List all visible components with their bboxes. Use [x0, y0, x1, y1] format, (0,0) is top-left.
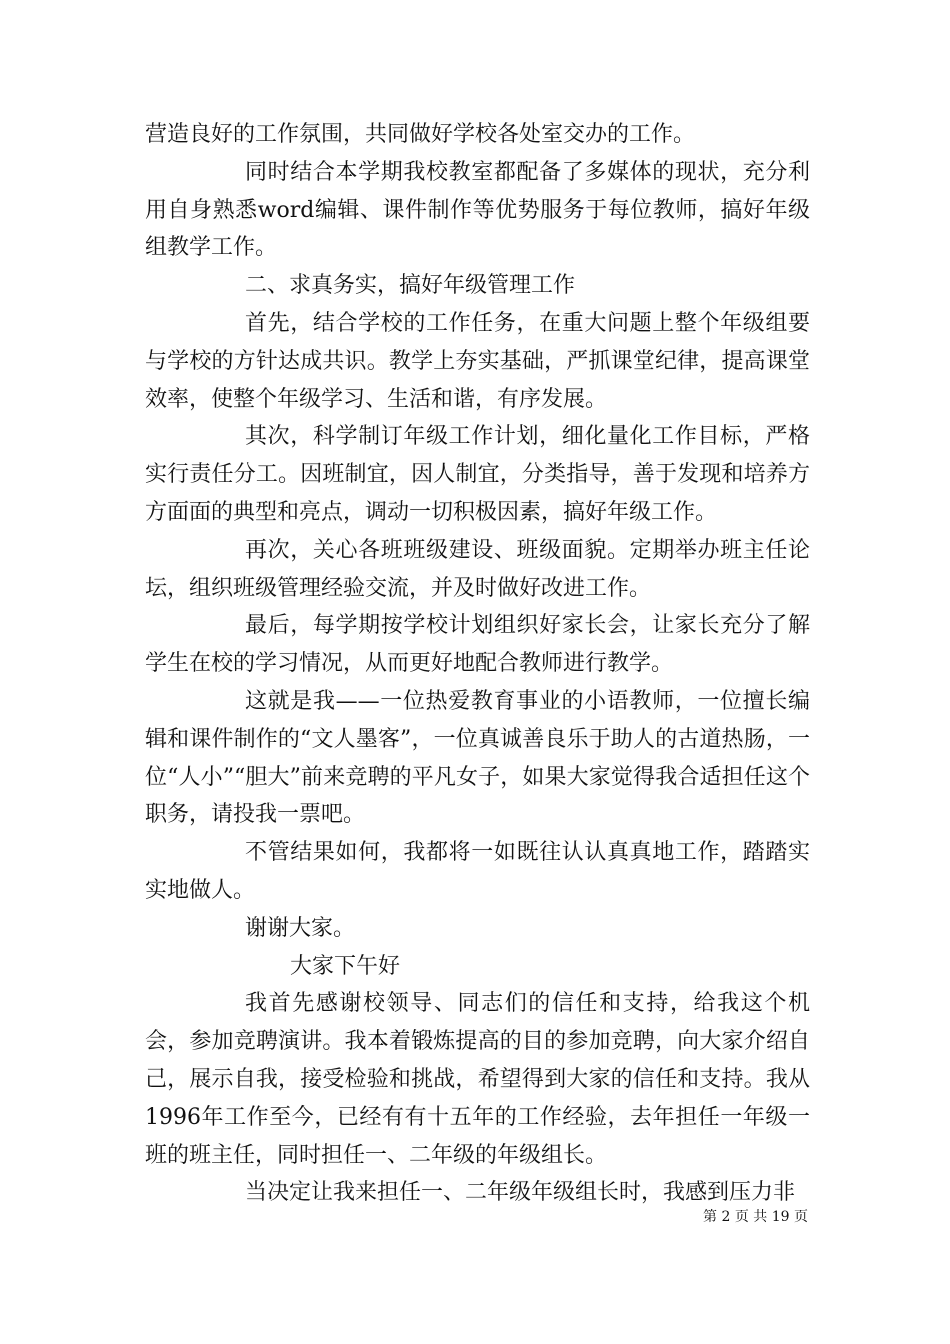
paragraph-first: 首先，结合学校的工作任务，在重大问题上整个年级组要与学校的方针达成共识。教学上夯实基础，严抓课堂纪律，提高课堂效率，使整个年级学习、生活和谐，有序发展。 [145, 310, 810, 412]
document-body [145, 116, 810, 1212]
paragraph-continuation: 营造良好的工作氛围，共同做好学校各处室交办的工作。 [145, 122, 696, 147]
paragraph-pressure: 当决定让我来担任一、二年级年级组长时，我感到压力非 [245, 1180, 796, 1206]
paragraph-commitment: 不管结果如何，我都将一如既往认认真真地工作，踏踏实实地做人。 [145, 840, 810, 903]
paragraph-third: 再次，关心各班班级建设、班级面貌。定期举办班主任论坛，组织班级管理经验交流，并及时做好改进工作。 [145, 537, 810, 601]
paragraph-second: 其次，科学制订年级工作计划，细化量化工作目标，严格实行责任分工。因班制宜，因人制宜，分类指导，善于发现和培养方方面面的典型和亮点，调动一切积极因素，搞好年级工作。 [145, 424, 810, 525]
paragraph-self-intro: 这就是我——一位热爱教育事业的小语教师，一位擅长编辑和课件制作的“文人墨客”，一位真诚善良乐于助人的古道热肠，一位“人小”“胆大”前来竞聘的平凡女子，如果大家觉得我合适担任这个职务，请投我一票吧。 [145, 688, 810, 828]
greeting-heading: 大家下午好 [290, 953, 401, 979]
paragraph-multimedia: 同时结合本学期我校教室都配备了多媒体的现状，充分利用自身熟悉word编辑、课件制作等优势服务于每位教师，搞好年级组教学工作。 [145, 159, 810, 261]
paragraph-thanks: 谢谢大家。 [245, 915, 356, 941]
paragraph-opening: 我首先感谢校领导、同志们的信任和支持，给我这个机会，参加竞聘演讲。我本着锻炼提高的目的参加竞聘，向大家介绍自己，展示自我，接受检验和挑战，希望得到大家的信任和支持。我从1996年工作至今，已经有有十五年的工作经验，去年担任一年级一班的班主任，同时担任一、二年级的年级组长。 [145, 991, 810, 1168]
paragraph-last: 最后，每学期按学校计划组织好家长会，让家长充分了解学生在校的学习情况，从而更好地配合教师进行教学。 [145, 613, 810, 677]
section-heading: 二、求真务实，搞好年级管理工作 [245, 273, 576, 299]
page-number: 第 2 页 共 19 页 [703, 1209, 808, 1225]
